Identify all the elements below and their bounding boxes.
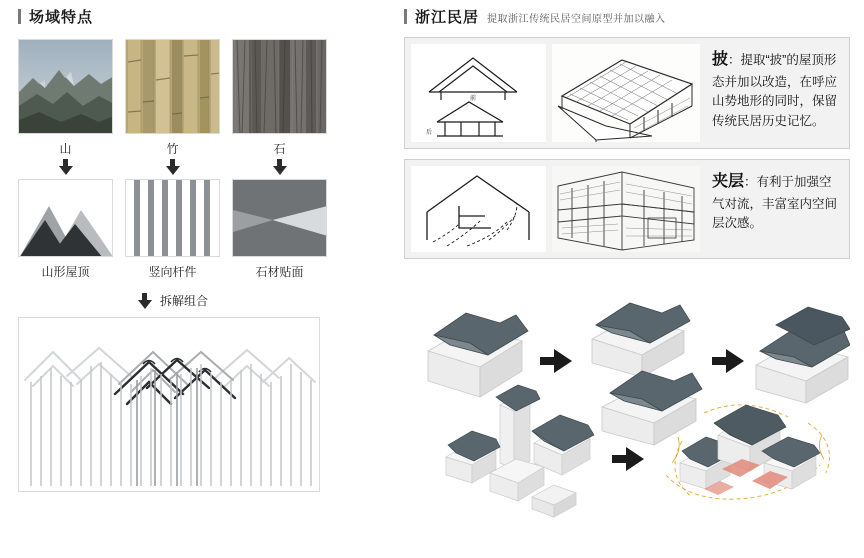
arrow-cell xyxy=(125,159,220,175)
pi-description xyxy=(706,44,843,142)
pi-keyword: 披 xyxy=(712,51,729,68)
material-cell-mountain xyxy=(18,39,113,157)
pi-body: ：提取“披”的屋顶形态并加以改造，在呼应山势地形的同时，保留传统民居历史记忆。 xyxy=(712,53,838,128)
mountain-roof-diagram xyxy=(18,179,113,257)
bamboo-photo xyxy=(125,39,220,134)
material-caption: 竹 xyxy=(166,142,179,156)
massing-generation-diagram xyxy=(404,273,850,523)
section-bar-icon xyxy=(404,9,407,24)
right-section-header xyxy=(404,6,850,27)
material-cell-bamboo xyxy=(125,39,220,157)
abstraction-caption: 山形屋顶 xyxy=(41,265,90,279)
material-cell-stone xyxy=(232,39,327,157)
mezzanine-interior-sketch xyxy=(552,166,700,252)
right-section-title: 浙江民居 xyxy=(415,9,480,26)
svg-text:前: 前 xyxy=(469,96,477,102)
abstraction-cell-cladding xyxy=(232,179,327,280)
material-caption: 山 xyxy=(59,142,72,156)
mountain-photo xyxy=(18,39,113,134)
mezzanine-description xyxy=(706,166,843,252)
svg-text:后: 后 xyxy=(425,130,433,136)
mezzanine-keyword: 夹层 xyxy=(712,173,745,190)
abstraction-row xyxy=(18,179,328,280)
pi-section-drawing xyxy=(411,44,546,142)
left-section-title: 场域特点 xyxy=(29,9,94,26)
prototype-panel-pi xyxy=(404,37,850,149)
arrow-cell xyxy=(18,159,113,175)
material-photo-row xyxy=(18,39,328,157)
arrow-down-icon xyxy=(273,159,287,175)
abstraction-caption: 石材贴面 xyxy=(255,265,304,279)
arrow-down-icon xyxy=(59,159,73,175)
right-column xyxy=(404,6,850,523)
vertical-members-diagram xyxy=(125,179,220,257)
stone-cladding-diagram xyxy=(232,179,327,257)
arrow-down-icon xyxy=(138,293,152,309)
abstraction-cell-members xyxy=(125,179,220,280)
abstraction-cell-roof xyxy=(18,179,113,280)
arrow-cell xyxy=(232,159,327,175)
transform-arrow-row xyxy=(18,159,328,175)
arrow-down-icon xyxy=(166,159,180,175)
combined-elevation-drawing xyxy=(18,317,320,492)
mezzanine-section-drawing xyxy=(411,166,546,252)
left-column xyxy=(18,6,328,492)
prototype-panel-mezzanine xyxy=(404,159,850,259)
right-section-subtitle: 提取浙江传统民居空间原型并加以融入 xyxy=(487,14,666,25)
combine-row xyxy=(18,292,328,309)
combine-label: 拆解组合 xyxy=(159,294,208,308)
material-caption: 石 xyxy=(273,142,286,156)
stone-photo xyxy=(232,39,327,134)
left-section-header xyxy=(18,6,328,27)
pi-axonometric-sketch xyxy=(552,44,700,142)
abstraction-caption: 竖向杆件 xyxy=(148,265,197,279)
mezzanine-body: ：有利于加强空气对流，丰富室内空间层次感。 xyxy=(712,175,838,231)
section-bar-icon xyxy=(18,9,21,24)
